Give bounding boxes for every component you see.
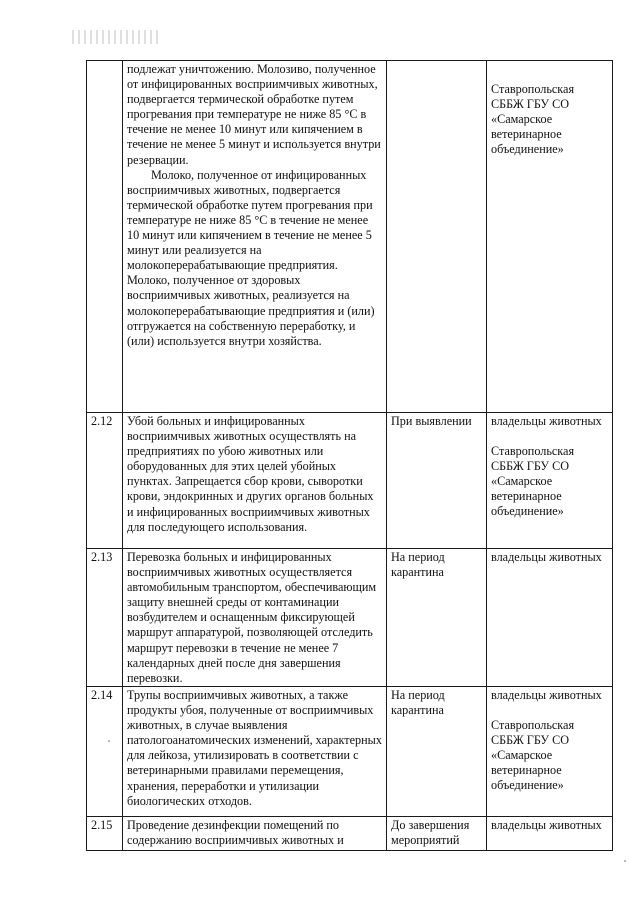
measures-table [86,60,613,851]
row-number [87,61,123,413]
table-row [87,413,613,549]
responsible-cell [487,549,613,687]
measure-paragraph: Трупы восприимчивых животных, а также продукты убоя, полученные от восприимчивых животных, в случае выявления патологоанатомических изменений, характерных для лейкоза, утилизировать в соответствии с ветеринарными правилами перемещения, хранения, переработки и утилизации биологических отходов. [127,688,382,808]
table-row [87,817,613,851]
scan-artifact [72,30,162,44]
measure-text [123,549,387,687]
responsible-cell [487,61,613,413]
measure-text [123,61,387,413]
scan-dot [624,860,626,862]
responsible-entry: Ставропольская СББЖ ГБУ СО «Самарское ветеринарное объединение» [491,82,575,157]
measure-text [123,817,387,851]
term-cell [387,687,487,817]
row-number: 2.15 [87,817,123,851]
term-text: При выявлении [391,414,472,428]
measure-paragraph: Убой больных и инфицированных восприимчивых животных осуществлять на предприятиях по убою животных или оборудованных для этих целей убойных пунктах. Запрещается сбор крови, сыворотки крови, эндокринных и других органов больных и инфицированных восприимчивых животных для последующего использования. [127,414,374,534]
term-cell [387,817,487,851]
table-row [87,687,613,817]
measure-text [123,687,387,817]
term-text: До завершения мероприятий [391,818,470,848]
measure-text [123,413,387,549]
responsible-entry: владельцы животных [491,818,602,832]
table-row [87,549,613,687]
responsible-cell [487,817,613,851]
measure-paragraph: Перевозка больных и инфицированных восприимчивых животных осуществляется автомобильным транспортом, обеспечивающим защиту внешней среды от контаминации возбудителем и оснащенным фиксирующей маршрут аппаратурой, позволяющей отследить маршрут перевозки в течение не менее 7 календарных дней после дня завершения перевозки. [127,550,377,685]
responsible-entry: Ставропольская СББЖ ГБУ СО «Самарское ветеринарное объединение» [491,444,575,519]
row-number: 2.14 [87,687,123,817]
responsible-entry: владельцы животных [491,414,602,428]
table-row [87,61,613,413]
term-text: На период карантина [391,688,445,718]
responsible-cell [487,413,613,549]
measure-paragraph: Проведение дезинфекции помещений по содержанию восприимчивых животных и [127,818,344,848]
term-cell [387,61,487,413]
responsible-entry: владельцы животных [491,688,602,702]
measure-paragraph: подлежат уничтожению. Молозиво, полученное от инфицированных восприимчивых животных, подвергается термической обработке путем прогревания при температуре не ниже 85 °C в течение не менее 10 минут или кипячением в течение не менее 5 минут и используется внутри резервации. [127,62,381,167]
row-number: 2.13 [87,549,123,687]
term-cell [387,413,487,549]
responsible-entry: Ставропольская СББЖ ГБУ СО «Самарское ветеринарное объединение» [491,718,575,793]
term-cell [387,549,487,687]
term-text: На период карантина [391,550,445,580]
responsible-cell [487,687,613,817]
responsible-entry: владельцы животных [491,550,602,564]
row-number: 2.12 [87,413,123,549]
measure-paragraph: Молоко, полученное от инфицированных восприимчивых животных, подвергается термической обработке путем прогревания при температуре не ниже 85 °C в течение не менее 10 минут или кипячением в течение не менее 5 минут или реализуется на молокоперерабатывающие предприятия. Молоко, полученное от здоровых восприимчивых животных, реализуется на молокоперерабатывающие предприятия и (или) отгружается на собственную переработку, и (или) используется внутри хозяйства. [127,167,375,348]
